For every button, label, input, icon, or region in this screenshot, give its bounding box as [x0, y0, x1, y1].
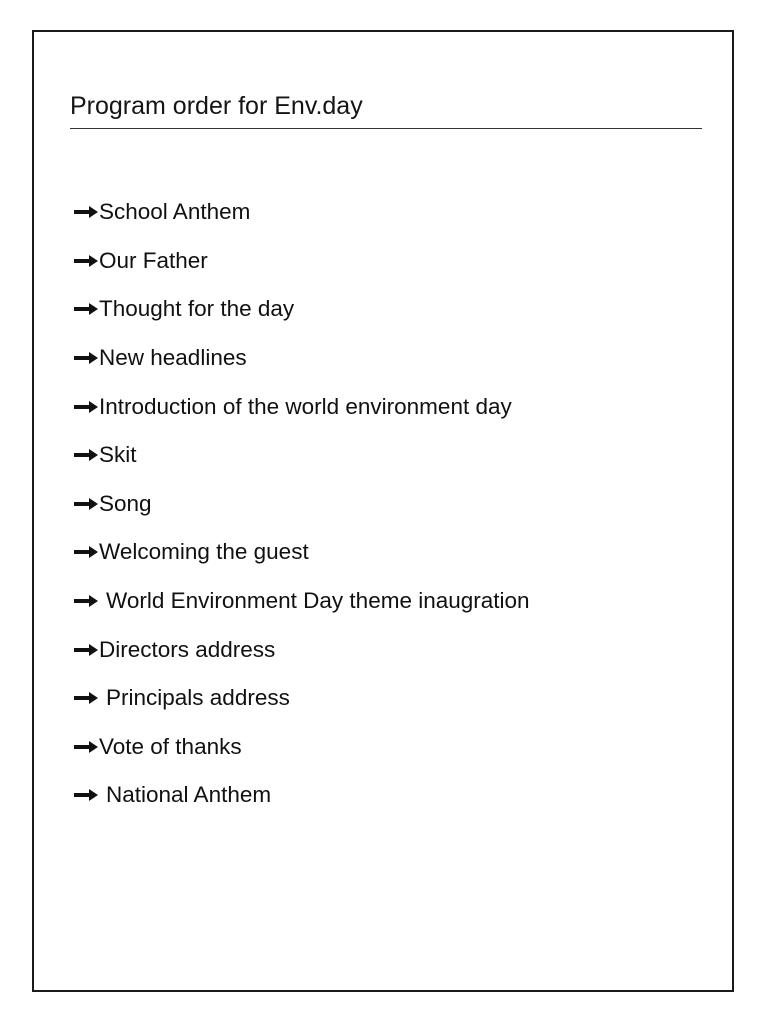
arrow-right-icon [74, 205, 98, 219]
arrow-right-icon [74, 254, 98, 268]
program-item-label: National Anthem [106, 782, 272, 808]
program-item [74, 674, 530, 723]
arrow-right-icon [74, 643, 98, 657]
arrow-right-icon [74, 497, 98, 511]
program-item [74, 188, 530, 237]
program-item-label: Skit [99, 442, 137, 468]
program-item-label: Principals address [106, 685, 290, 711]
program-item-label: Our Father [99, 247, 208, 273]
arrow-right-icon [74, 691, 98, 705]
program-item-label: New headlines [99, 345, 247, 371]
program-item-label: Song [99, 490, 152, 516]
program-item-label: School Anthem [99, 199, 251, 225]
program-item-label: Welcoming the guest [99, 539, 309, 565]
program-item [74, 334, 530, 383]
arrow-right-icon [74, 448, 98, 462]
program-item-label: Directors address [99, 636, 276, 662]
program-item [74, 723, 530, 772]
arrow-right-icon [74, 545, 98, 559]
program-item-label: Thought for the day [99, 296, 295, 322]
program-item [74, 285, 530, 334]
arrow-right-icon [74, 302, 98, 316]
program-list [74, 188, 530, 820]
page-frame [32, 30, 734, 992]
program-item [74, 528, 530, 577]
page-title: Program order for Env.day [70, 92, 363, 120]
program-item [74, 771, 530, 820]
program-item [74, 431, 530, 480]
arrow-right-icon [74, 400, 98, 414]
program-item [74, 382, 530, 431]
program-item-label: Vote of thanks [99, 733, 242, 759]
arrow-right-icon [74, 788, 98, 802]
program-item-label: World Environment Day theme inaugration [106, 588, 530, 614]
title-underline [70, 128, 702, 129]
arrow-right-icon [74, 594, 98, 608]
arrow-right-icon [74, 740, 98, 754]
program-item [74, 237, 530, 286]
program-item [74, 480, 530, 529]
arrow-right-icon [74, 351, 98, 365]
program-item-label: Introduction of the world environment day [99, 393, 512, 419]
program-item [74, 577, 530, 626]
program-item [74, 625, 530, 674]
